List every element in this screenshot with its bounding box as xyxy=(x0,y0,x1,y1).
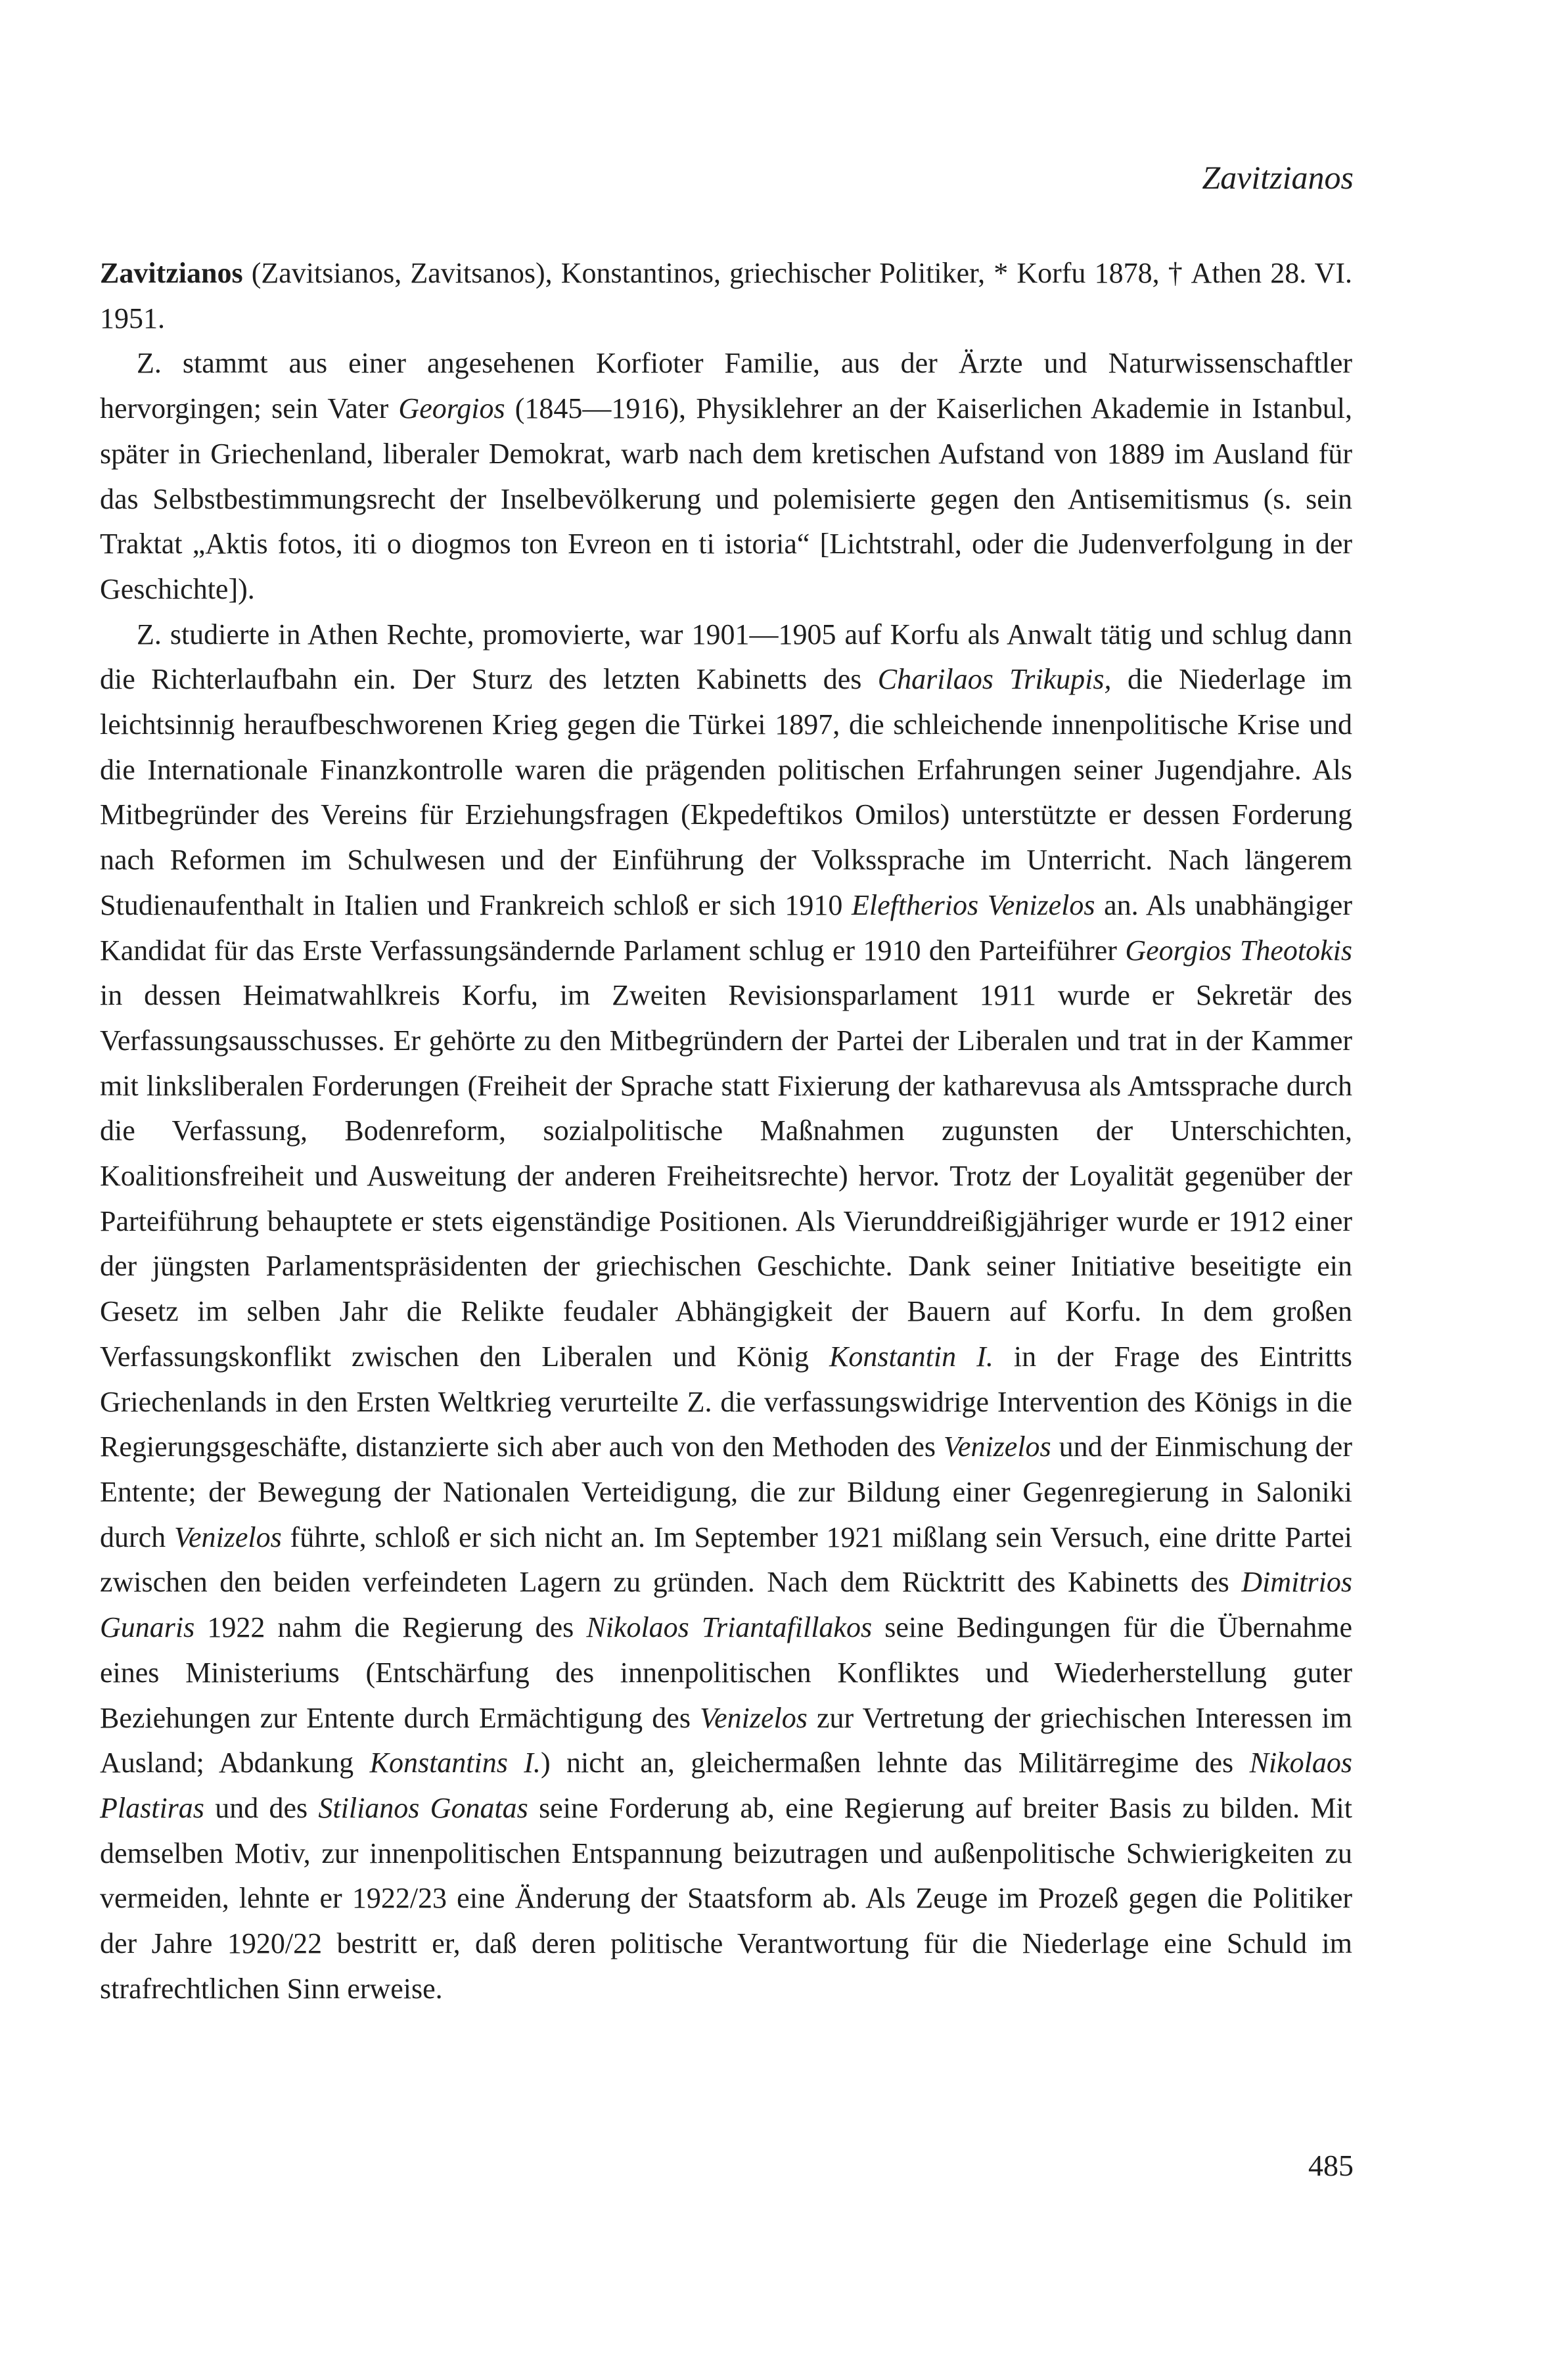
text-segment: ) nicht an, gleichermaßen lehnte das Militärregime des xyxy=(540,1747,1250,1779)
paragraph-family xyxy=(100,341,1352,612)
person-name: Georgios xyxy=(398,392,505,425)
text-segment: führte, schloß er sich nicht an. Im September 1921 mißlang sein Versuch, eine dritte Partei zwischen den beiden verfeindeten Lagern zu gründen. Nach dem Rücktritt des Kabinetts des xyxy=(100,1521,1352,1599)
text-segment: an. Als unabhängiger Kandidat für das Erste Verfassungsändernde Parlament schlug er 1910 den Parteiführer xyxy=(100,888,1352,967)
text-segment: seine Forderung ab, eine Regierung auf breiter Basis zu bilden. Mit demselben Motiv, zur innenpolitischen Entspannung beizutragen und außenpolitische Schwierigkeiten zu vermeiden, lehnte er 1922/23 eine Änderung der Staatsform ab. Als Zeuge im Prozeß gegen die Politiker der Jahre 1920/22 bestritt er, daß deren politische Verantwortung für die Niederlage eine Schuld im strafrechtlichen Sinn erweise. xyxy=(100,1791,1352,2005)
person-name: Venizelos xyxy=(700,1701,808,1734)
person-name: Nikolaos Plastiras xyxy=(100,1747,1353,1824)
text-segment: Z. studierte in Athen Rechte, promovierte, war 1901—1905 auf Korfu als Anwalt tätig und schlug dann die Richterlaufbahn ein. Der Sturz des letzten Kabinetts des xyxy=(100,618,1352,696)
text-segment: in der Frage des Eintritts Griechenlands in den Ersten Weltkrieg verurteilte Z. die verfassungswidrige Intervention des Königs in die Regierungsgeschäfte, distanzierte sich aber auch von den Methoden des xyxy=(100,1340,1353,1463)
text-segment: und der Einmischung der Entente; der Bewegung der Nationalen Verteidigung, die zur Bildung einer Gegenregierung in Saloniki durch xyxy=(100,1430,1352,1553)
person-name: Venizelos xyxy=(173,1521,282,1553)
text-segment: in dessen Heimatwahlkreis Korfu, im Zweiten Revisionsparlament 1911 wurde er Sekretär des Verfassungsausschusses. Er gehörte zu den Mitbegründern der Partei der Liberalen und trat in der Kammer mit linksliberalen Forderungen (Freiheit der Sprache statt Fixierung der katharevusa als Amtssprache durch die Verfassung, Bodenreform, sozialpolitische Maßnahmen zugunsten der Unterschichten, Koalitionsfreiheit und Ausweitung der anderen Freiheitsrechte) hervor. Trotz der Loyalität gegenüber der Parteiführung behauptete er stets eigenständige Positionen. Als Vierunddreißigjähriger wurde er 1912 einer der jüngsten Parlamentspräsidenten der griechischen Geschichte. Dank seiner Initiative beseitigte ein Gesetz im selben Jahr die Relikte feudaler Abhängigkeit der Bauern auf Korfu. In dem großen Verfassungskonflikt zwischen den Liberalen und König xyxy=(100,979,1352,1373)
text-segment: 1922 nahm die Regierung des xyxy=(194,1611,587,1644)
person-name: Eleftherios Venizelos xyxy=(852,888,1095,921)
text-segment: zur Vertretung der griechischen Interessen im Ausland; Abdankung xyxy=(100,1701,1352,1779)
person-name: Nikolaos Triantafillakos xyxy=(586,1611,873,1644)
person-name: Dimitrios Gunaris xyxy=(100,1566,1352,1644)
person-name: Konstantin I. xyxy=(829,1340,993,1373)
running-head: Zavitzianos xyxy=(1202,159,1354,196)
page-number: 485 xyxy=(1308,2149,1354,2182)
person-name: Georgios Theotokis xyxy=(1125,934,1352,967)
text-segment: seine Bedingungen für die Übernahme eines Ministeriums (Entschärfung des innenpolitischen Konfliktes und Wiederherstellung guter Beziehungen zur Entente durch Ermächtigung des xyxy=(100,1611,1352,1734)
text-segment: und des xyxy=(204,1791,319,1824)
person-name: Venizelos xyxy=(943,1430,1051,1463)
person-name: Stilianos Gonatas xyxy=(318,1791,528,1824)
entry-headword: Zavitzianos xyxy=(100,257,243,289)
text-segment: (1845—1916), Physiklehrer an der Kaiserlichen Akademie in Istanbul, später in Griechenland, liberaler Demokrat, warb nach dem kretischen Aufstand von 1889 im Ausland für das Selbstbestimmungsrecht der Inselbevölkerung und polemisierte gegen den Antisemitismus (s. sein Traktat „Aktis fotos, iti o diogmos ton Evreon en ti istoria“ [Lichtstrahl, oder die Judenverfolgung in der Geschichte]). xyxy=(100,392,1352,605)
entry-text xyxy=(100,251,1352,2011)
person-name: Charilaos Trikupis, xyxy=(877,663,1112,696)
person-name: Konstantins I. xyxy=(369,1747,541,1779)
entry-head-text: (Zavitsianos, Zavitsanos), Konstantinos, griechischer Politiker, * Korfu 1878, † Athen 28. VI. 1951. xyxy=(100,257,1352,334)
text-segment: die Niederlage im leichtsinnig heraufbeschworenen Krieg gegen die Türkei 1897, die schleichende innenpolitische Krise und die Internationale Finanzkontrolle waren die prägenden politischen Erfahrungen seiner Jugendjahre. Als Mitbegründer des Vereins für Erziehungsfragen (Ekpedeftikos Omilos) unterstützte er dessen Forderung nach Reformen im Schulwesen und der Einführung der Volkssprache im Unterricht. Nach längerem Studienaufenthalt in Italien und Frankreich schloß er sich 1910 xyxy=(100,663,1352,921)
text-segment: Z. stammt aus einer angesehenen Korfioter Familie, aus der Ärzte und Naturwissenschaftler hervorgingen; sein Vater xyxy=(100,347,1352,425)
paragraph-career xyxy=(100,612,1352,2012)
entry-heading-paragraph xyxy=(100,251,1352,341)
